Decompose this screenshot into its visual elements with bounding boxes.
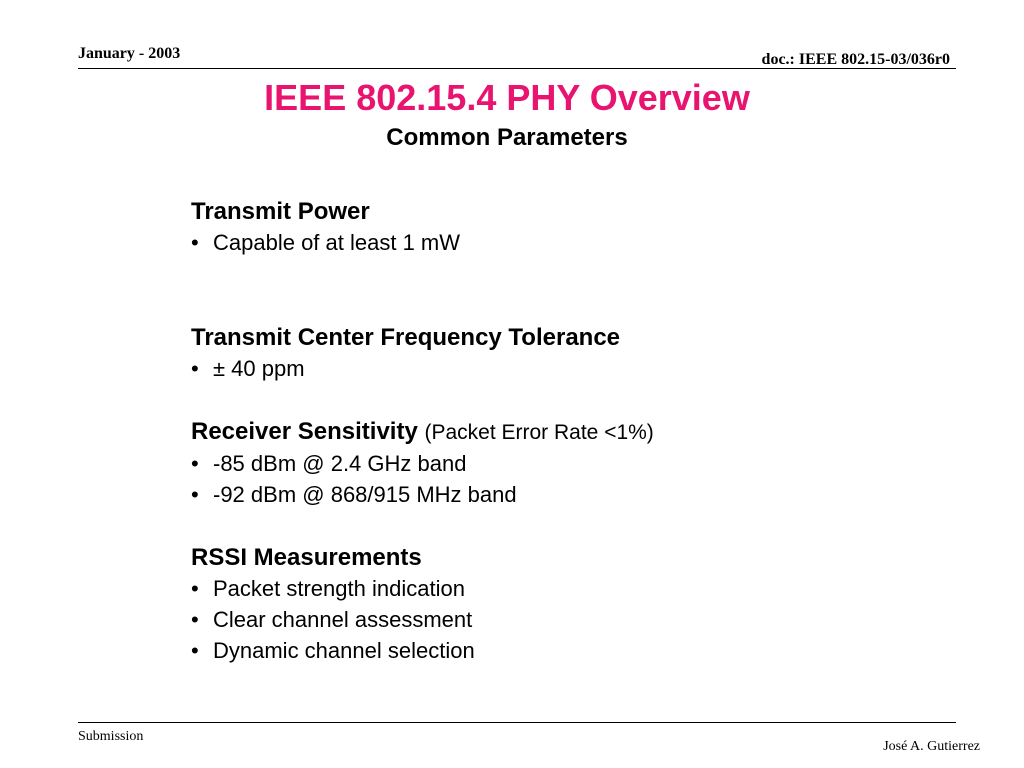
footer-author: José A. Gutierrez <box>883 739 980 754</box>
list-item <box>191 479 951 510</box>
bullet-list <box>191 448 951 510</box>
footer-submission: Submission <box>78 729 144 744</box>
bullet-dot: • <box>191 230 199 255</box>
spacer <box>191 510 951 542</box>
section-heading: RSSI Measurements <box>191 544 422 571</box>
bullet-dot: • <box>191 482 199 507</box>
bullet-list <box>191 227 951 258</box>
list-item-text: Packet strength indication <box>213 576 465 601</box>
bullet-dot: • <box>191 356 199 381</box>
footer-divider <box>78 722 956 723</box>
slide-body <box>191 196 951 666</box>
list-item <box>191 448 951 479</box>
header-date: January - 2003 <box>78 45 181 62</box>
list-item <box>191 573 951 604</box>
section-heading <box>191 416 951 448</box>
list-item-text: Clear channel assessment <box>213 607 473 632</box>
bullet-list <box>191 353 951 384</box>
list-item-text: ± 40 ppm <box>213 356 305 381</box>
header-doc-id: doc.: IEEE 802.15-03/036r0 <box>761 51 950 68</box>
bullet-dot: • <box>191 576 199 601</box>
slide-title: IEEE 802.15.4 PHY Overview <box>264 77 750 118</box>
bullet-list <box>191 573 951 666</box>
list-item-text: Dynamic channel selection <box>213 638 475 663</box>
list-item <box>191 227 951 258</box>
section-receiver-sensitivity <box>191 416 951 510</box>
section-heading-text: Receiver Sensitivity <box>191 418 418 445</box>
list-item-text: Capable of at least 1 mW <box>213 230 461 255</box>
spacer <box>191 258 951 322</box>
list-item <box>191 353 951 384</box>
list-item <box>191 604 951 635</box>
spacer <box>191 384 951 416</box>
bullet-dot: • <box>191 638 199 663</box>
list-item-text: -85 dBm @ 2.4 GHz band <box>213 451 467 476</box>
list-item-text: -92 dBm @ 868/915 MHz band <box>213 482 517 507</box>
section-rssi-measurements <box>191 542 951 666</box>
list-item <box>191 635 951 666</box>
section-heading: Transmit Power <box>191 198 370 225</box>
section-heading-note: (Packet Error Rate <1%) <box>424 421 654 444</box>
section-transmit-power <box>191 196 951 258</box>
section-frequency-tolerance <box>191 322 951 384</box>
section-heading: Transmit Center Frequency Tolerance <box>191 324 621 351</box>
slide-subtitle: Common Parameters <box>386 124 628 151</box>
header-divider <box>78 68 956 69</box>
bullet-dot: • <box>191 451 199 476</box>
bullet-dot: • <box>191 607 199 632</box>
